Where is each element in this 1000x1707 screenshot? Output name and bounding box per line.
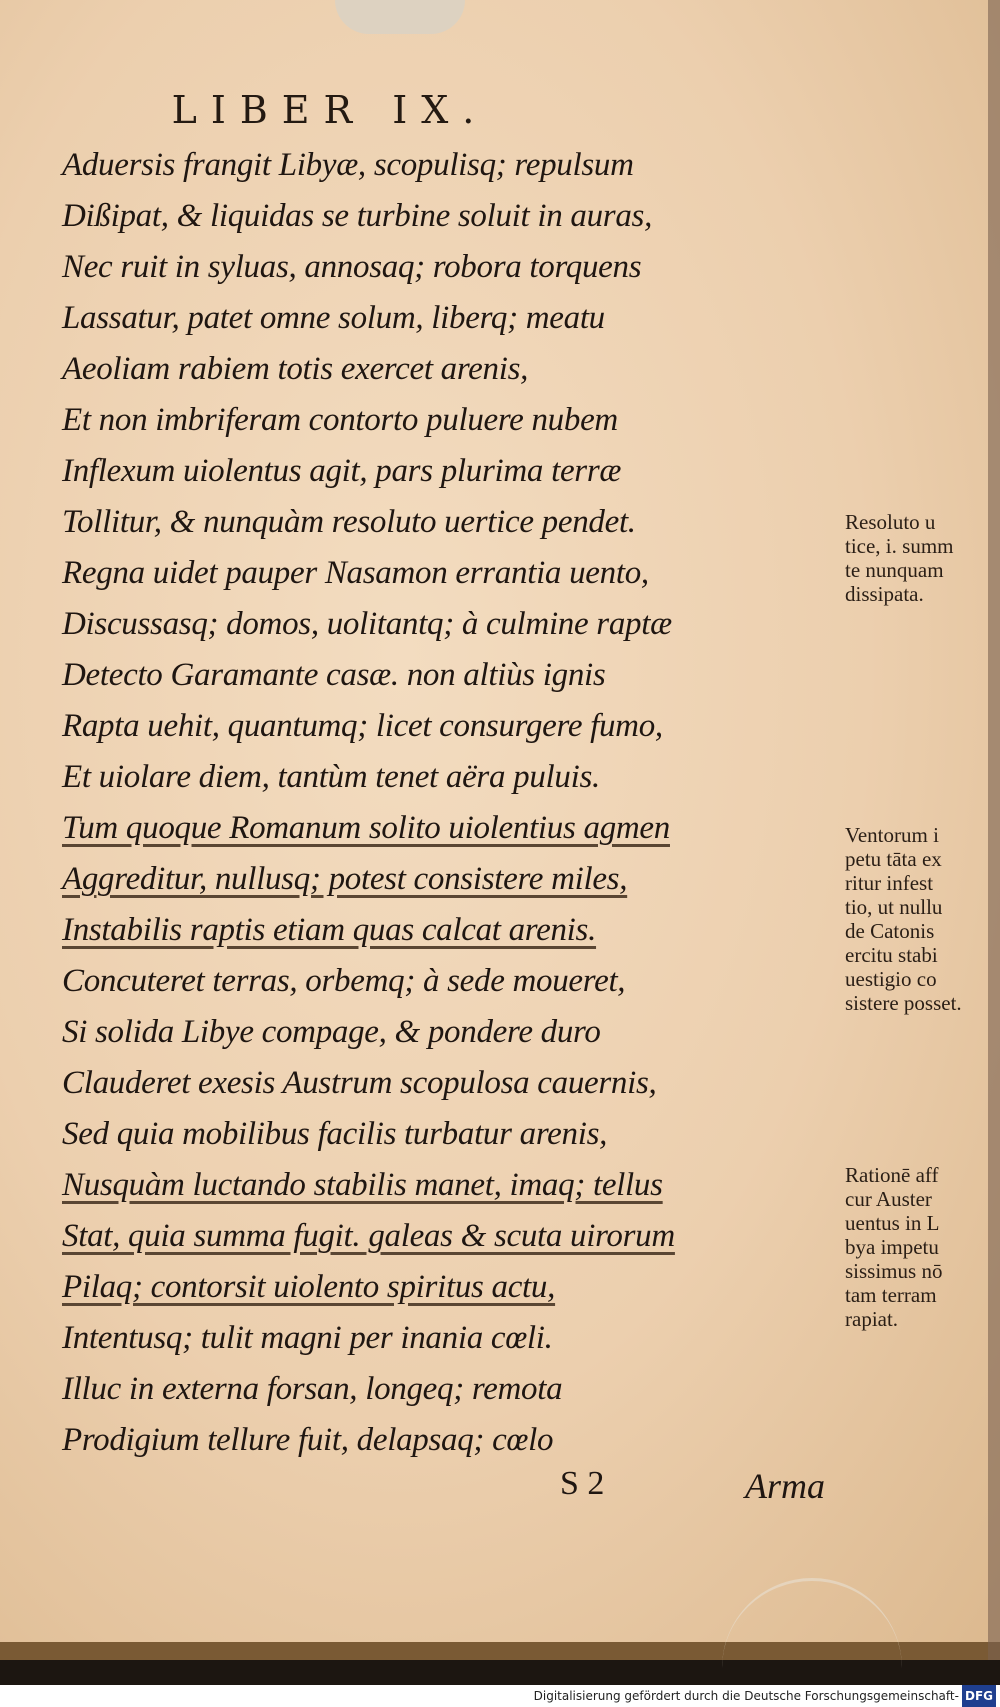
margin-note-line: ritur infest	[845, 871, 934, 895]
margin-note-1	[845, 510, 995, 606]
footer-text: Digitalisierung gefördert durch die Deutsche Forschungsgemeinschaft	[533, 1689, 955, 1703]
verse-line: Si solida Libye compage, & pondere duro	[62, 1014, 601, 1050]
verse-line: Tum quoque Romanum solito uiolentius agmen	[62, 810, 670, 846]
verse-line: Rapta uehit, quantumq; licet consurgere fumo,	[62, 708, 663, 744]
margin-note-2	[845, 823, 995, 1015]
verse-line: Inflexum uiolentus agit, pars plurima terræ	[62, 453, 622, 489]
signature-mark: S 2	[560, 1465, 605, 1502]
verse-line: Instabilis raptis etiam quas calcat arenis.	[62, 912, 597, 948]
margin-note-line: bya impetu	[845, 1235, 939, 1259]
verse-line: Tollitur, & nunquàm resoluto uertice pendet.	[62, 504, 636, 540]
margin-note-3	[845, 1163, 995, 1331]
verse-line: Aggreditur, nullusq; potest consistere miles,	[62, 861, 628, 897]
verse-block	[62, 140, 762, 1466]
verse-line: Et uiolare diem, tantùm tenet aëra puluis.	[62, 759, 600, 795]
margin-note-line: tam terram	[845, 1283, 937, 1307]
verse-line: Concuteret terras, orbemq; à sede moueret,	[62, 963, 626, 999]
verse-line: Illuc in externa forsan, longeq; remota	[62, 1371, 563, 1407]
page-clip-tab	[335, 0, 465, 34]
margin-note-line: rapiat.	[845, 1307, 899, 1331]
margin-note-line: petu tāta ex	[845, 847, 942, 871]
margin-note-line: cur Auster	[845, 1187, 932, 1211]
verse-line: Nec ruit in syluas, annosaq; robora torquens	[62, 249, 642, 285]
margin-note-line: tice, i. summ	[845, 534, 954, 558]
margin-note-line: uestigio co	[845, 967, 937, 991]
verse-line: Stat, quia summa fugit. galeas & scuta uirorum	[62, 1218, 675, 1254]
verse-line: Aeoliam rabiem totis exercet arenis,	[62, 351, 529, 387]
verse-line: Lassatur, patet omne solum, liberq; meatu	[62, 300, 605, 336]
verse-line: Regna uidet pauper Nasamon errantia uento,	[62, 555, 649, 591]
verse-line: Pilaq; contorsit uiolento spiritus actu,	[62, 1269, 556, 1305]
verse-line: Discussasq; domos, uolitantq; à culmine raptæ	[62, 606, 672, 642]
verse-line: Aduersis frangit Libyæ, scopulisq; repulsum	[62, 147, 634, 183]
margin-note-line: te nunquam	[845, 558, 944, 582]
margin-note-line: dissipata.	[845, 582, 924, 606]
margin-note-line: ercitu stabi	[845, 943, 938, 967]
digitization-footer: Digitalisierung gefördert durch die Deutsche Forschungsgemeinschaft- DFG	[0, 1685, 1000, 1707]
margin-note-line: tio, ut nullu	[845, 895, 943, 919]
margin-note-line: sissimus nō	[845, 1259, 943, 1283]
page-clip-shadow	[722, 1578, 902, 1671]
verse-line: Nusquàm luctando stabilis manet, imaq; tellus	[62, 1167, 663, 1203]
page-edge	[988, 0, 1000, 1660]
margin-note-line: de Catonis	[845, 919, 935, 943]
verse-line: Dißipat, & liquidas se turbine soluit in auras,	[62, 198, 653, 234]
verse-line: Clauderet exesis Austrum scopulosa cauernis,	[62, 1065, 657, 1101]
dfg-logo: DFG	[962, 1685, 996, 1707]
verse-line: Et non imbriferam contorto puluere nubem	[62, 402, 618, 438]
verse-line: Detecto Garamante casæ. non altiùs ignis	[62, 657, 606, 693]
margin-note-line: Ventorum i	[845, 823, 939, 847]
catchword: Arma	[745, 1466, 825, 1506]
margin-note-line: Resoluto u	[845, 510, 936, 534]
running-head: LIBER IX.	[171, 88, 489, 132]
margin-note-line: Rationē aff	[845, 1163, 939, 1187]
verse-line: Prodigium tellure fuit, delapsaq; cœlo	[62, 1422, 554, 1458]
verse-line: Intentusq; tulit magni per inania cœli.	[62, 1320, 553, 1356]
verse-line: Sed quia mobilibus facilis turbatur arenis,	[62, 1116, 608, 1152]
margin-note-line: uentus in L	[845, 1211, 940, 1235]
margin-note-line: sistere posset.	[845, 991, 962, 1015]
